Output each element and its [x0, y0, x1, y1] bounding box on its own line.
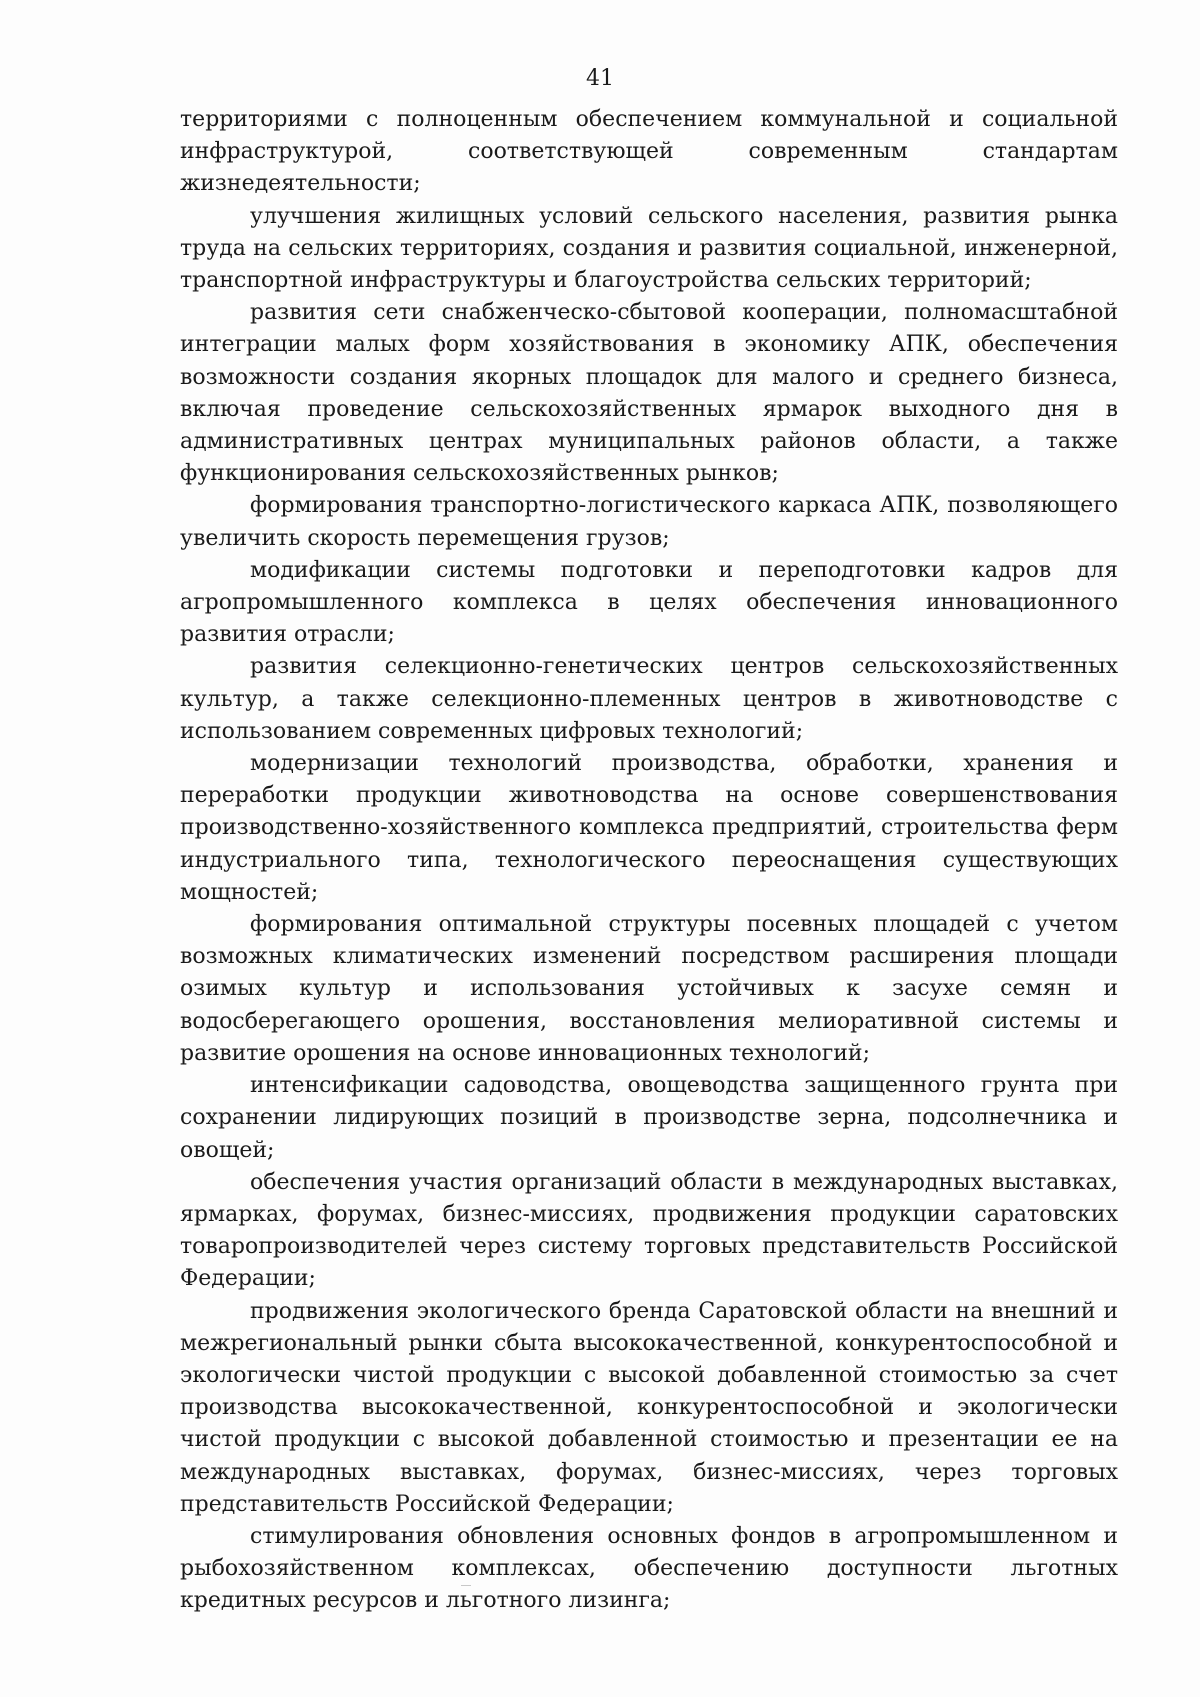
paragraph: формирования транспортно-логистического каркаса АПК, позволяющего увеличить скорость перемещения грузов;: [180, 493, 1118, 551]
paragraph: интенсификации садоводства, овощеводства защищенного грунта при сохранении лидирующих позиций в производстве зерна, подсолнечника и овощей;: [180, 1073, 1118, 1163]
paragraph: обеспечения участия организаций области в международных выставках, ярмарках, форумах, бизнес-миссиях, продвижения продукции саратовских товаропроизводителей через систему торговых представительств Российской Федерации;: [180, 1169, 1118, 1292]
scan-artifact: [461, 1585, 471, 1586]
paragraph: развития сети снабженческо-сбытовой кооперации, полномасштабной интеграции малых форм хозяйствования в экономику АПК, обеспечения возможности создания якорных площадок для малого и среднего бизнеса, включая проведение сельскохозяйственных ярмарок выходного дня в административных центрах муниципальных районов области, а также функционирования сельскохозяйственных рынков;: [180, 300, 1118, 487]
paragraph: модификации системы подготовки и переподготовки кадров для агропромышленного комплекса в целях обеспечения инновационного развития отрасли;: [180, 557, 1118, 648]
paragraph: формирования оптимальной структуры посевных площадей с учетом возможных климатических изменений посредством расширения площади озимых культур и использования устойчивых к засухе семян и водосберегающего орошения, восстановления мелиоративной системы и развитие орошения на основе инновационных технологий;: [180, 912, 1118, 1066]
paragraph: территориями с полноценным обеспечением коммунальной и социальной инфраструктурой, соответствующей современным стандартам жизнедеятельности;: [180, 107, 1118, 197]
document-body: [180, 104, 1118, 1618]
paragraph: модернизации технологий производства, обработки, хранения и переработки продукции животноводства на основе совершенствования производственно-хозяйственного комплекса предприятий, строительства ферм индустриального типа, технологического переоснащения существующих мощностей;: [180, 751, 1118, 905]
paragraph: развития селекционно-генетических центров сельскохозяйственных культур, а также селекционно-племенных центров в животноводстве с использованием современных цифровых технологий;: [180, 654, 1118, 744]
paragraph: продвижения экологического бренда Саратовской области на внешний и межрегиональный рынки сбыта высококачественной, конкурентоспособной и экологически чистой продукции с высокой добавленной стоимостью за счет производства высококачественной, конкурентоспособной и экологически чистой продукции с высокой добавленной стоимостью и презентации ее на международных выставках, форумах, бизнес-миссиях, через торговых представительств Российской Федерации;: [180, 1298, 1118, 1517]
paragraph: улучшения жилищных условий сельского населения, развития рынка труда на сельских территориях, создания и развития социальной, инженерной, транспортной инфраструктуры и благоустройства сельских территорий;: [180, 203, 1118, 294]
page-number: 41: [586, 66, 614, 91]
paragraph: стимулирования обновления основных фондов в агропромышленном и рыбохозяйственном комплексах, обеспечению доступности льготных кредитных ресурсов и льготного лизинга;: [180, 1523, 1118, 1614]
